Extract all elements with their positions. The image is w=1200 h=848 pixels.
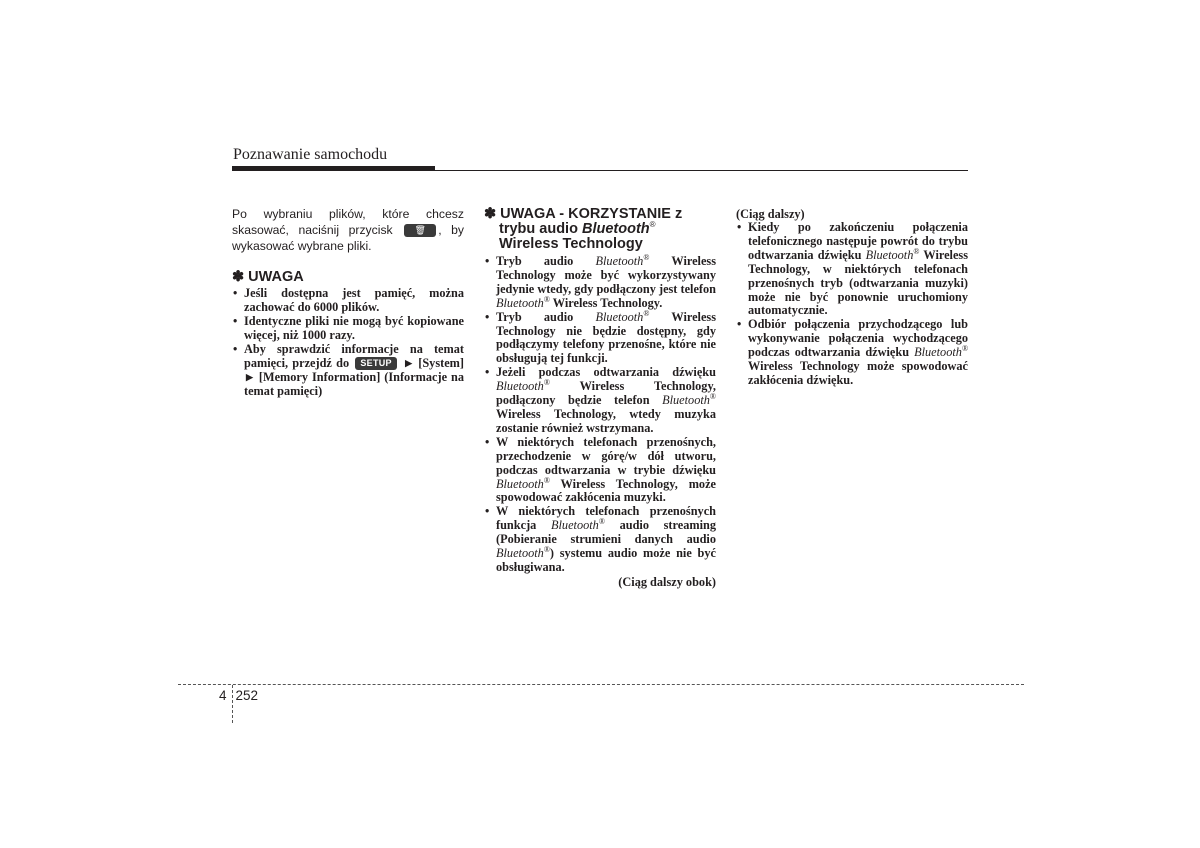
bluetooth-note-list bbox=[484, 252, 717, 575]
continued-note-list bbox=[736, 221, 968, 388]
arrow-right-icon: ▶ bbox=[246, 371, 253, 382]
continued-label: (Ciąg dalszy) bbox=[736, 207, 805, 221]
arrow-right-icon: ▶ bbox=[405, 357, 413, 368]
list-item: • Kiedy po zakończeniu połączenia telefonicznego następuje powrót do trybu odtwarzania dźwięku Bluetooth® Wireless Technology, w niektórych telefonach przenośnych tryb (odtwarzania muzyki) może nie być ponownie uruchomiony automatycznie. bbox=[736, 221, 968, 318]
list-item: • Tryb audio Bluetooth® Wireless Technology może być wykorzystywany jedynie wtedy, gdy podłączony jest telefon Bluetooth® Wireless Technology. bbox=[484, 255, 716, 311]
note-heading: ✽ UWAGA bbox=[232, 269, 304, 285]
list-item: • W niektórych telefonach przenośnych funkcja Bluetooth® audio streaming (Pobieranie strumieni danych audio Bluetooth®) systemu audio może nie być obsługiwana. bbox=[484, 505, 716, 575]
list-item: • Jeśli dostępna jest pamięć, można zachować do 6000 plików. bbox=[232, 287, 464, 315]
intro-paragraph: Po wybraniu plików, które chcesz skasować, naciśnij przycisk 🗑 , by wykasować wybrane pliki. bbox=[232, 207, 464, 253]
note-list bbox=[232, 287, 464, 399]
page-number: 4 252 bbox=[219, 688, 259, 703]
list-item: • Identyczne pliki nie mogą być kopiowane więcej, niż 1000 razy. bbox=[232, 315, 464, 343]
header-rule-thin bbox=[232, 170, 968, 171]
list-item: • Aby sprawdzić informacje na temat pamięci, przejdź do SETUP ▶ [System] ▶ [Memory Information] (Informacje na temat pamięci) bbox=[232, 343, 464, 399]
footer-rule bbox=[178, 684, 1024, 685]
list-item: • Odbiór połączenia przychodzącego lub wykonywanie połączenia wychodzącego podczas odtwarzania dźwięku Bluetooth® Wireless Technology może spowodować zakłócenia dźwięku. bbox=[736, 318, 968, 388]
trash-icon: 🗑 bbox=[404, 224, 436, 237]
continued-next-label: (Ciąg dalszy obok) bbox=[618, 574, 716, 589]
list-item: • Tryb audio Bluetooth® Wireless Technology nie będzie dostępny, gdy podłączymy telefony przenośne, które nie obsługują tej funkcji. bbox=[484, 311, 716, 367]
setup-button-label: SETUP bbox=[355, 357, 397, 370]
list-item: • W niektórych telefonach przenośnych, przechodzenie w górę/w dół utworu, podczas odtwarzania w trybie dźwięku Bluetooth® Wireless Technology, może spowodować zakłócenia muzyki. bbox=[484, 436, 716, 506]
list-item: • Jeżeli podczas odtwarzania dźwięku Bluetooth® Wireless Technology, podłączony będzie telefon Bluetooth® Wireless Technology, wtedy muzyka zostanie również wstrzymana. bbox=[484, 366, 716, 436]
page-header-title: Poznawanie samochodu bbox=[233, 146, 388, 163]
column-middle bbox=[484, 207, 716, 589]
column-right bbox=[736, 207, 968, 388]
bluetooth-note-heading: ✽ UWAGA - KORZYSTANIE z trybu audio Bluetooth® Wireless Technology bbox=[484, 206, 683, 252]
column-left bbox=[232, 206, 464, 399]
